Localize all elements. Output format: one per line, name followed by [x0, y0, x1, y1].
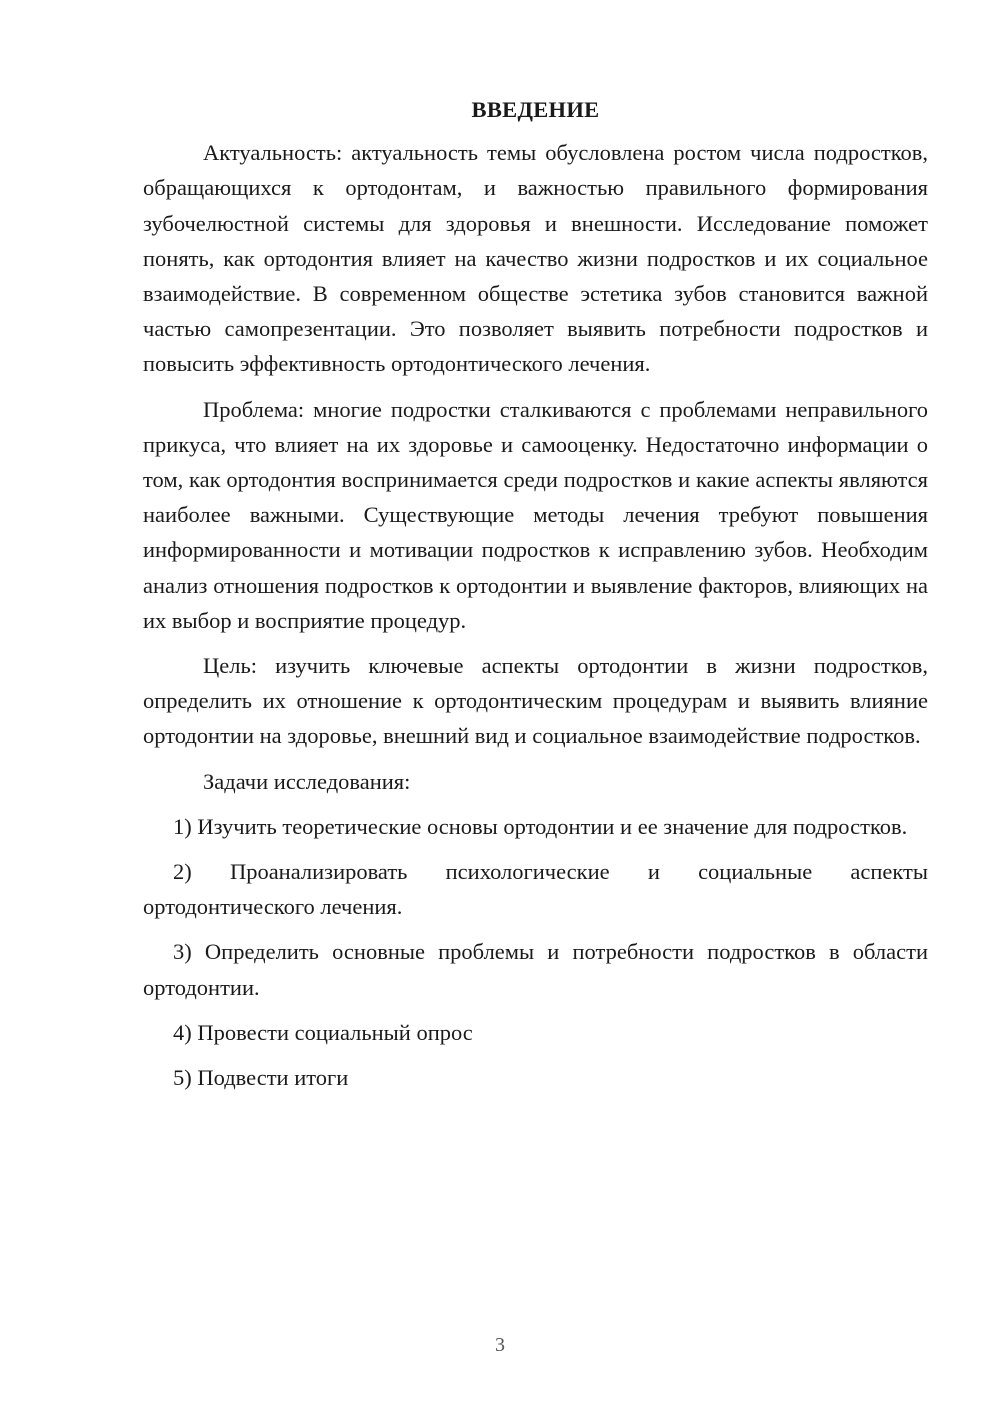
- section-heading: ВВЕДЕНИЕ: [471, 97, 600, 122]
- document-page: [143, 92, 928, 1105]
- paragraph-problem: Проблема: многие подростки сталкиваются с проблемами неправильного прикуса, что влияет на их здоровье и самооценку. Недостаточно информации о том, как ортодонтия воспринимается среди подростков и какие аспекты являются наиболее важными. Существующие методы лечения требуют повышения информированности и мотивации подростков к исправлению зубов. Необходим анализ отношения подростков к ортодонтии и выявление факторов, влияющих на их выбор и восприятие процедур.: [143, 396, 928, 633]
- task-item-4: 4) Провести социальный опрос: [173, 1019, 473, 1045]
- task-item-5: 5) Подвести итоги: [173, 1065, 349, 1091]
- page-number: 3: [495, 1334, 505, 1356]
- paragraph-relevance: Актуальность: актуальность темы обусловлена ростом числа подростков, обращающихся к ортодонтам, и важностью правильного формирования зубочелюстной системы для здоровья и внешности. Исследование поможет понять, как ортодонтия влияет на качество жизни подростков и их социальное взаимодействие. В современном обществе эстетика зубов становится важной частью самопрезентации. Это позволяет выявить потребности подростков и повысить эффективность ортодонтического лечения.: [143, 140, 928, 377]
- task-item-1: 1) Изучить теоретические основы ортодонтии и ее значение для подростков.: [173, 813, 908, 839]
- tasks-title: Задачи исследования:: [203, 768, 411, 794]
- paragraph-goal: Цель: изучить ключевые аспекты ортодонтии в жизни подростков, определить их отношение к ортодонтическим процедурам и выявить влияние ортодонтии на здоровье, внешний вид и социальное взаимодействие подростков.: [143, 653, 928, 749]
- task-item-2: 2) Проанализировать психологические и социальные аспекты ортодонтического лечения.: [143, 859, 928, 920]
- task-item-3: 3) Определить основные проблемы и потребности подростков в области ортодонтии.: [143, 939, 928, 1000]
